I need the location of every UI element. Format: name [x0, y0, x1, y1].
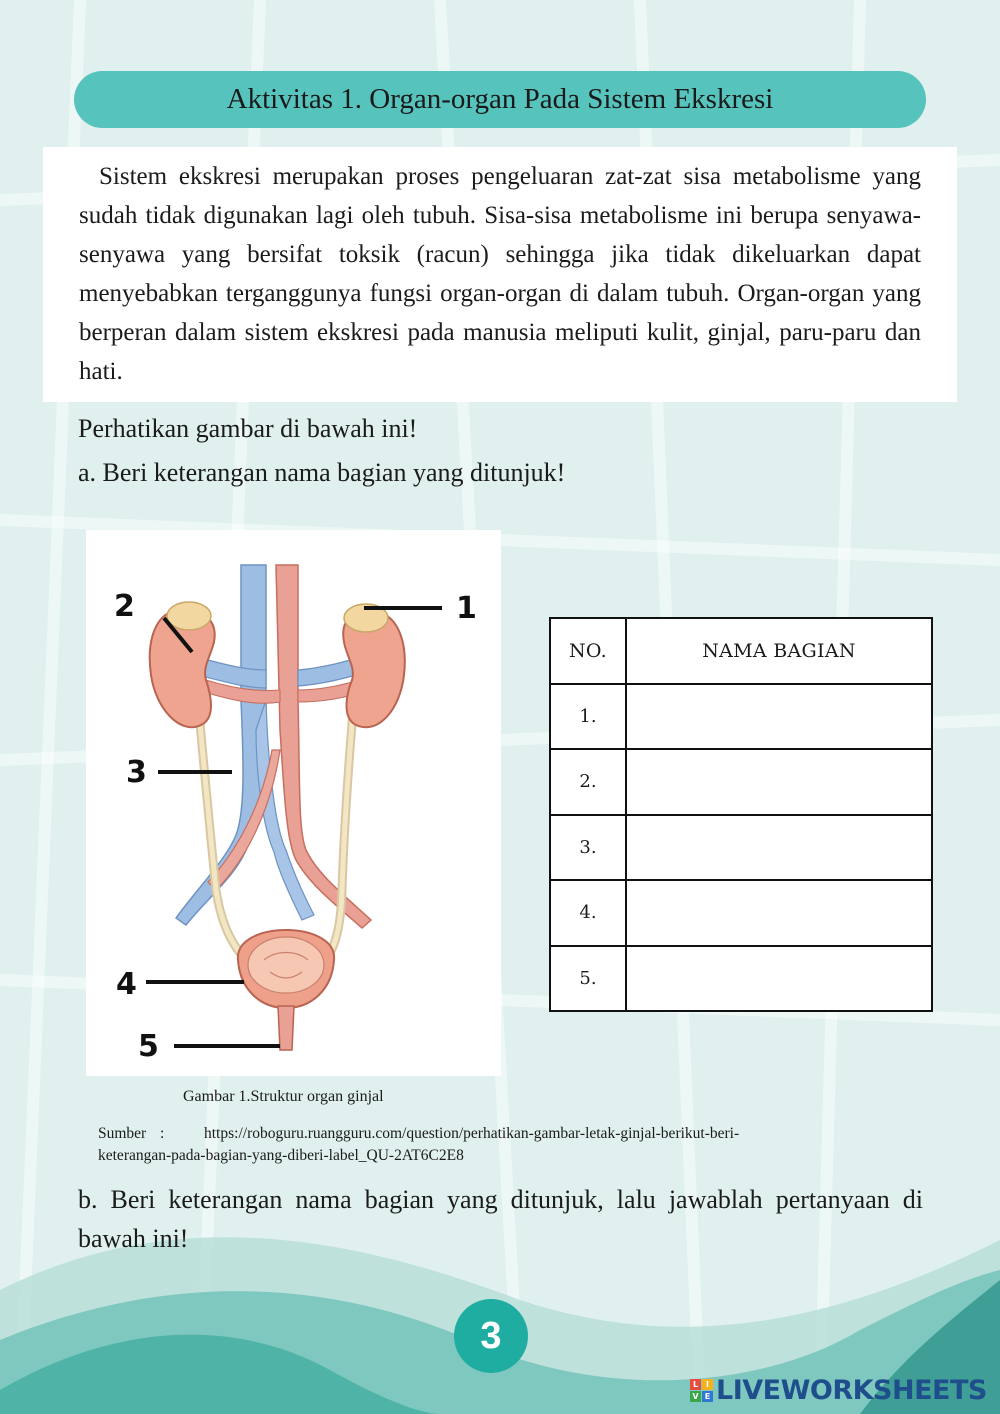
urinary-system-figure: [86, 530, 501, 1076]
figure-label-5: 5: [138, 1029, 159, 1064]
answer-cell-5[interactable]: [626, 946, 932, 1012]
answer-table: [549, 617, 933, 1012]
header-no: NO.: [550, 618, 626, 684]
figure-label-2: 2: [114, 589, 135, 624]
row-number: 3.: [550, 815, 626, 881]
answer-cell-2[interactable]: [626, 749, 932, 815]
table-row: [550, 815, 932, 881]
figure-label-4: 4: [116, 967, 137, 1002]
badge-letter: E: [702, 1391, 713, 1402]
figure-label-1: 1: [456, 591, 477, 626]
live-badge-icon: [690, 1379, 713, 1402]
answer-cell-4[interactable]: [626, 880, 932, 946]
table-row: [550, 684, 932, 750]
page-number-badge: [454, 1299, 528, 1373]
badge-letter: L: [690, 1379, 701, 1390]
table-row: [550, 946, 932, 1012]
page-number: 3: [480, 1314, 502, 1357]
table-row: [550, 749, 932, 815]
observe-instruction: Perhatikan gambar di bawah ini!: [78, 414, 418, 443]
liveworksheets-logo: [690, 1373, 987, 1407]
answer-cell-1[interactable]: [626, 684, 932, 750]
figure-caption: Gambar 1.Struktur organ ginjal: [183, 1088, 384, 1105]
row-number: 1.: [550, 684, 626, 750]
task-a-instruction: a. Beri keterangan nama bagian yang ditunjuk!: [78, 458, 566, 487]
intro-box: [43, 147, 957, 402]
source-url: https://roboguru.ruangguru.com/question/perhatikan-gambar-letak-ginjal-berikut-beri-keterangan-pada-bagian-yang-diberi-label_QU-2AT6C2E8: [98, 1125, 740, 1164]
urinary-system-illustration: [86, 530, 501, 1076]
activity-title: Aktivitas 1. Organ-organ Pada Sistem Ekskresi: [226, 83, 774, 115]
brand-name: LIVEWORKSHEETS: [716, 1374, 987, 1406]
row-number: 4.: [550, 880, 626, 946]
task-b-instruction: b. Beri keterangan nama bagian yang ditunjuk, lalu jawablah pertanyaan di bawah ini!: [78, 1185, 923, 1253]
answer-cell-3[interactable]: [626, 815, 932, 881]
intro-paragraph: Sistem ekskresi merupakan proses pengeluaran zat-zat sisa metabolisme yang sudah tidak digunakan lagi oleh tubuh. Sisa-sisa metabolisme ini berupa senyawa-senyawa yang bersifat toksik (racun) sehingga jika tidak dikeluarkan dapat menyebabkan terganggunya fungsi organ-organ di dalam tubuh. Organ-organ yang berperan dalam sistem ekskresi pada manusia meliputi kulit, ginjal, paru-paru dan hati.: [79, 163, 921, 385]
badge-letter: I: [702, 1379, 713, 1390]
header-name: NAMA BAGIAN: [626, 618, 932, 684]
figure-source: [98, 1123, 798, 1167]
figure-label-3: 3: [126, 755, 147, 790]
source-label: Sumber: [98, 1125, 147, 1142]
badge-letter: V: [690, 1391, 701, 1402]
row-number: 2.: [550, 749, 626, 815]
row-number: 5.: [550, 946, 626, 1012]
table-row: [550, 880, 932, 946]
source-colon: :: [160, 1125, 165, 1142]
activity-title-bar: [74, 71, 926, 128]
table-header-row: [550, 618, 932, 684]
